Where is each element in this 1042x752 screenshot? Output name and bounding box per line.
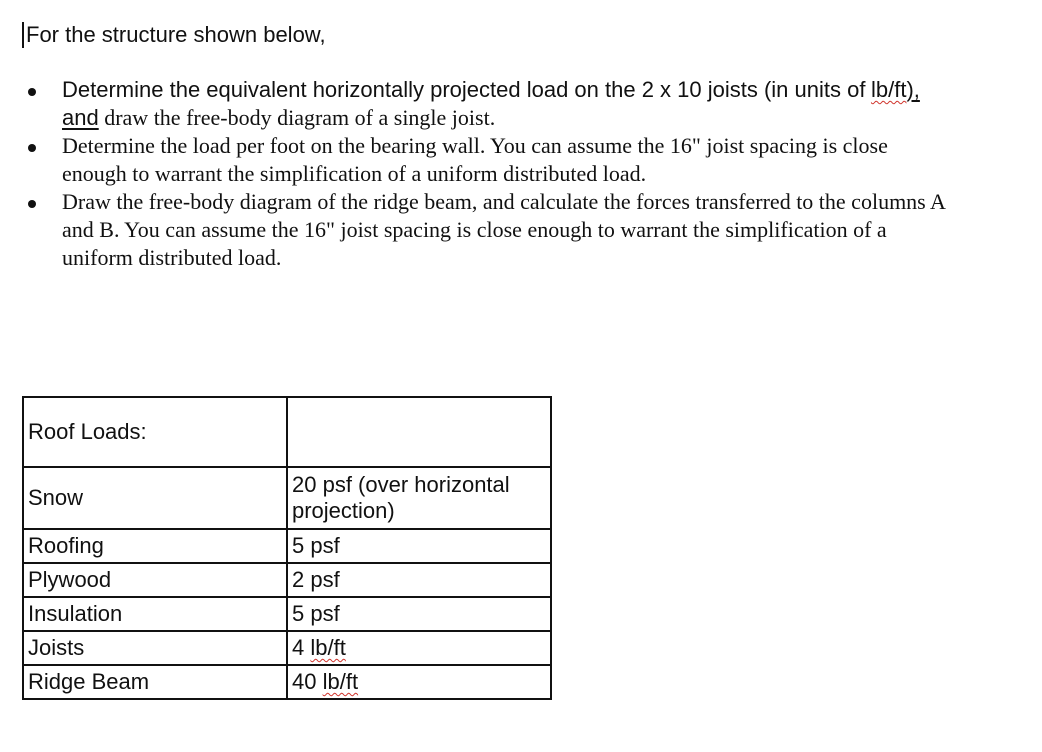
table-header-row (23, 397, 551, 467)
task-1-unit: lb/ft (870, 77, 907, 102)
task-item-ridge-beam (0, 188, 947, 272)
task-list (0, 76, 1042, 272)
load-value: 2 psf (287, 563, 551, 597)
text-cursor (22, 22, 24, 48)
task-3-text: Draw the free-body diagram of the ridge beam, and calculate the forces transferred to the columns A and B. You can assume the 16" joist spacing is close enough to warrant the simplification of a uniform distributed load. (62, 189, 945, 270)
task-2-text: Determine the load per foot on the bearing wall. You can assume the 16" joist spacing is close enough to warrant the simplification of a uniform distributed load. (62, 133, 888, 186)
table-row (23, 563, 551, 597)
bullet-icon (28, 88, 36, 96)
load-value-number: 4 (292, 635, 305, 660)
table-row (23, 529, 551, 563)
load-label: Ridge Beam (23, 665, 287, 699)
table-row (23, 597, 551, 631)
table-header-value (287, 397, 551, 467)
load-label: Plywood (23, 563, 287, 597)
load-label: Snow (23, 467, 287, 529)
bullet-icon (28, 200, 36, 208)
table-row (23, 665, 551, 699)
load-value (287, 631, 551, 665)
load-value-unit: lb/ft (322, 669, 359, 694)
table-header-label: Roof Loads: (23, 397, 287, 467)
load-value (287, 665, 551, 699)
intro-text: For the structure shown below, (26, 22, 326, 47)
task-item-joist-load (0, 76, 947, 132)
table-row (23, 631, 551, 665)
load-value: 5 psf (287, 529, 551, 563)
load-value-number: 40 (292, 669, 317, 694)
task-1-text-end: draw the free-body diagram of a single joist. (98, 105, 496, 130)
bullet-icon (28, 144, 36, 152)
roof-loads-table (22, 396, 552, 700)
load-value: 20 psf (over horizontal projection) (287, 467, 551, 529)
load-value: 5 psf (287, 597, 551, 631)
task-1-text-start: Determine the equivalent horizontally projected load on the 2 x 10 joists (in units of (62, 77, 866, 102)
task-1-and: ), and (62, 77, 920, 130)
table-row (23, 467, 551, 529)
load-label: Joists (23, 631, 287, 665)
load-value-unit: lb/ft (310, 635, 346, 660)
load-label: Roofing (23, 529, 287, 563)
task-item-wall-load (0, 132, 947, 188)
load-label: Insulation (23, 597, 287, 631)
